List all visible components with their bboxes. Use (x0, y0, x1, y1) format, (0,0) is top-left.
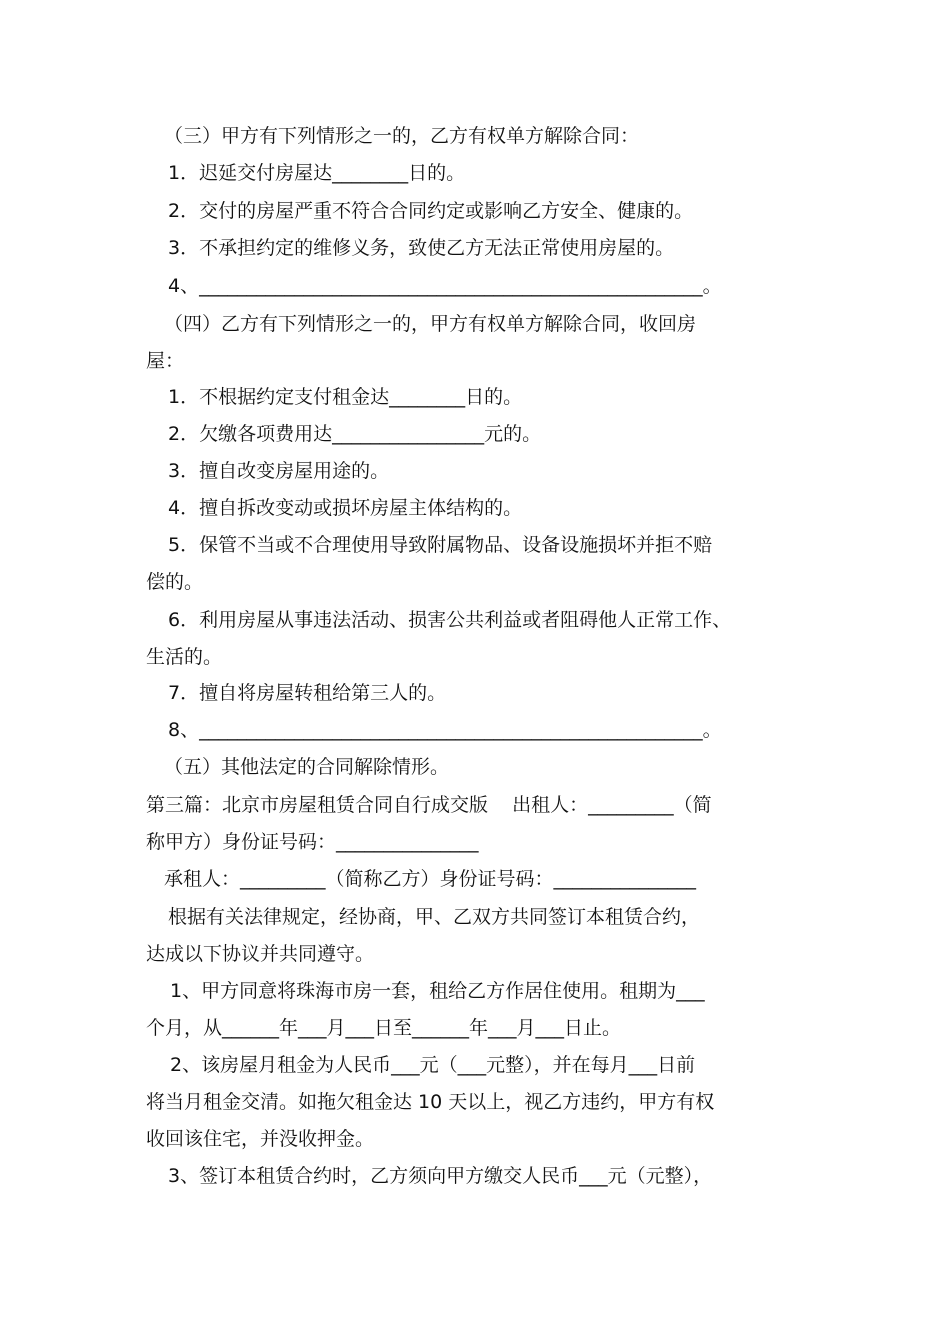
section-4-heading: （四）乙方有下列情形之一的，甲方有权单方解除合同，收回房 (164, 313, 697, 335)
clause-4-1: 1．不根据约定支付租金达________日的。 (168, 386, 523, 408)
clause-4-2: 2．欠缴各项费用达________________元的。 (168, 423, 542, 445)
clause-4-5: 5．保管不当或不合理使用导致附属物品、设备设施损坏并拒不赔 (168, 534, 713, 556)
clause-3-4: 4、_____________________________________________________。 (168, 275, 722, 297)
clause-4-6: 6．利用房屋从事违法活动、损害公共利益或者阻碍他人正常工作、 (168, 609, 732, 631)
lessee-line: 承租人：_________（简称乙方）身份证号码：_______________ (164, 868, 697, 890)
preamble-line-2: 达成以下协议并共同遵守。 (146, 943, 375, 965)
clause-3-1: 1．迟延交付房屋达________日的。 (168, 162, 466, 184)
article-1-line-2: 个月，从______年___月___日至______年___月___日止。 (146, 1017, 622, 1039)
clause-4-5-cont: 偿的。 (146, 571, 204, 593)
part-3-title-line: 第三篇：北京市房屋租赁合同自行成交版 出租人：_________（简 (146, 794, 712, 816)
section-4-heading-cont: 屋： (146, 350, 185, 372)
preamble-line-1: 根据有关法律规定，经协商，甲、乙双方共同签订本租赁合约， (168, 906, 701, 928)
article-2-line-3: 收回该住宅，并没收押金。 (146, 1128, 375, 1150)
clause-3-3: 3．不承担约定的维修义务，致使乙方无法正常使用房屋的。 (168, 237, 675, 259)
lessor-id-line: 称甲方）身份证号码：_______________ (146, 831, 479, 853)
clause-4-6-cont: 生活的。 (146, 646, 223, 668)
article-1-line-1: 1、甲方同意将珠海市房一套，租给乙方作居住使用。租期为___ (170, 980, 705, 1002)
article-2-line-2: 将当月租金交清。如拖欠租金达 10 天以上，视乙方违约，甲方有权 (146, 1091, 715, 1113)
clause-4-3: 3．擅自改变房屋用途的。 (168, 460, 390, 482)
section-5-heading: （五）其他法定的合同解除情形。 (164, 756, 450, 778)
section-3-heading: （三）甲方有下列情形之一的，乙方有权单方解除合同： (164, 125, 640, 147)
article-2-line-1: 2、该房屋月租金为人民币___元（___元整），并在每月___日前 (170, 1054, 696, 1076)
clause-3-2: 2．交付的房屋严重不符合合同约定或影响乙方安全、健康的。 (168, 200, 694, 222)
clause-4-7: 7．擅自将房屋转租给第三人的。 (168, 682, 447, 704)
article-3-line-1: 3、签订本租赁合约时，乙方须向甲方缴交人民币___元（元整）， (168, 1165, 713, 1187)
clause-4-4: 4．擅自拆改变动或损坏房屋主体结构的。 (168, 497, 523, 519)
clause-4-8: 8、_____________________________________________________。 (168, 719, 722, 741)
